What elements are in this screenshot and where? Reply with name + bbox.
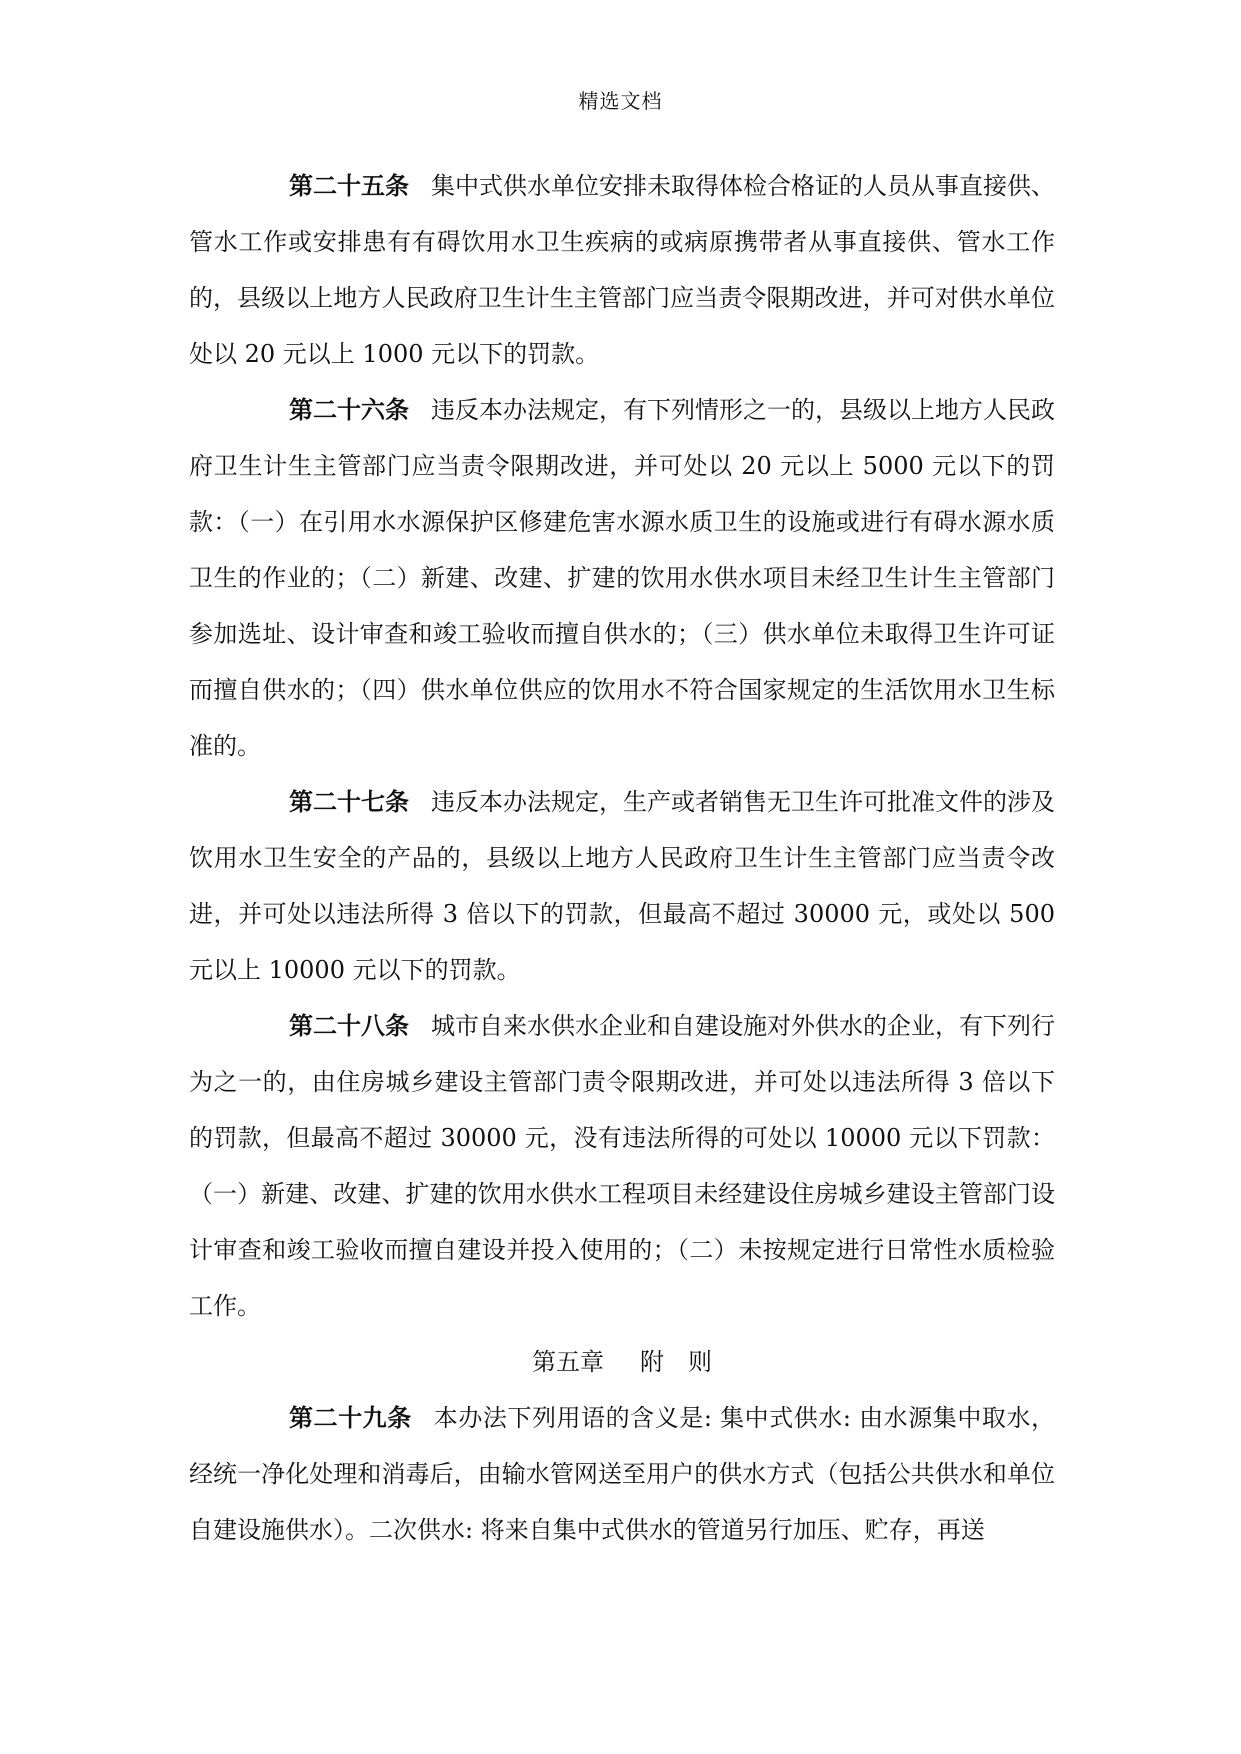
article-text: 城市自来水供水企业和自建设施对外供水的企业，有下列行为之一的，由住房城乡建设主管部门责令限期改进，并可处以违法所得 3 倍以下的罚款，但最高不超过 30000 元，没有违法所得的可处以 10000 元以下罚款：（一）新建、改建、扩建的饮用水供水工程项目未经建设住房城乡建设主管部门设计审查和竣工验收而擅自建设并投入使用的；（二）未按规定进行日常性水质检验工作。 xyxy=(189,1012,1055,1320)
chapter-name-second: 则 xyxy=(688,1348,712,1376)
article-number: 第二十五条 xyxy=(289,171,409,200)
article-text: 本办法下列用语的含义是: 集中式供水: 由水源集中取水，经统一净化处理和消毒后，由输水管网送至用户的供水方式（包括公共供水和单位自建设施供水）。二次供水: 将来自集中式供水的管道另行加压、贮存，再送 xyxy=(189,1404,1055,1544)
article-number: 第二十六条 xyxy=(289,395,409,424)
article-text: 集中式供水单位安排未取得体检合格证的人员从事直接供、管水工作或安排患有有碍饮用水卫生疾病的或病原携带者从事直接供、管水工作的，县级以上地方人民政府卫生计生主管部门应当责令限期改进，并可对供水单位处以 20 元以上 1000 元以下的罚款。 xyxy=(189,172,1055,368)
chapter-number: 第五章 xyxy=(532,1348,604,1376)
article-number: 第二十八条 xyxy=(289,1011,409,1040)
article-text: 违反本办法规定，有下列情形之一的，县级以上地方人民政府卫生计生主管部门应当责令限期改进，并可处以 20 元以上 5000 元以下的罚款：（一）在引用水水源保护区修建危害水源水质卫生的设施或进行有碍水源水质卫生的作业的；（二）新建、改建、扩建的饮用水供水项目未经卫生计生主管部门参加选址、设计审查和竣工验收而擅自供水的；（三）供水单位未取得卫生许可证而擅自供水的；（四）供水单位供应的饮用水不符合国家规定的生活饮用水卫生标准的。 xyxy=(189,396,1055,760)
article-number: 第二十九条 xyxy=(289,1403,412,1432)
article-28 xyxy=(189,998,1055,1334)
article-29 xyxy=(189,1390,1055,1558)
article-text: 违反本办法规定，生产或者销售无卫生许可批准文件的涉及饮用水卫生安全的产品的，县级以上地方人民政府卫生计生主管部门应当责令改进，并可处以违法所得 3 倍以下的罚款，但最高不超过 30000 元，或处以 500 元以上 10000 元以下的罚款。 xyxy=(189,788,1055,984)
chapter-name-first: 附 xyxy=(640,1348,664,1376)
article-27 xyxy=(189,774,1055,998)
page-header: 精选文档 xyxy=(578,89,663,113)
article-25 xyxy=(189,158,1055,382)
document-body xyxy=(189,158,1055,1558)
article-26 xyxy=(189,382,1055,774)
article-number: 第二十七条 xyxy=(289,787,409,816)
chapter-title xyxy=(189,1334,1055,1390)
